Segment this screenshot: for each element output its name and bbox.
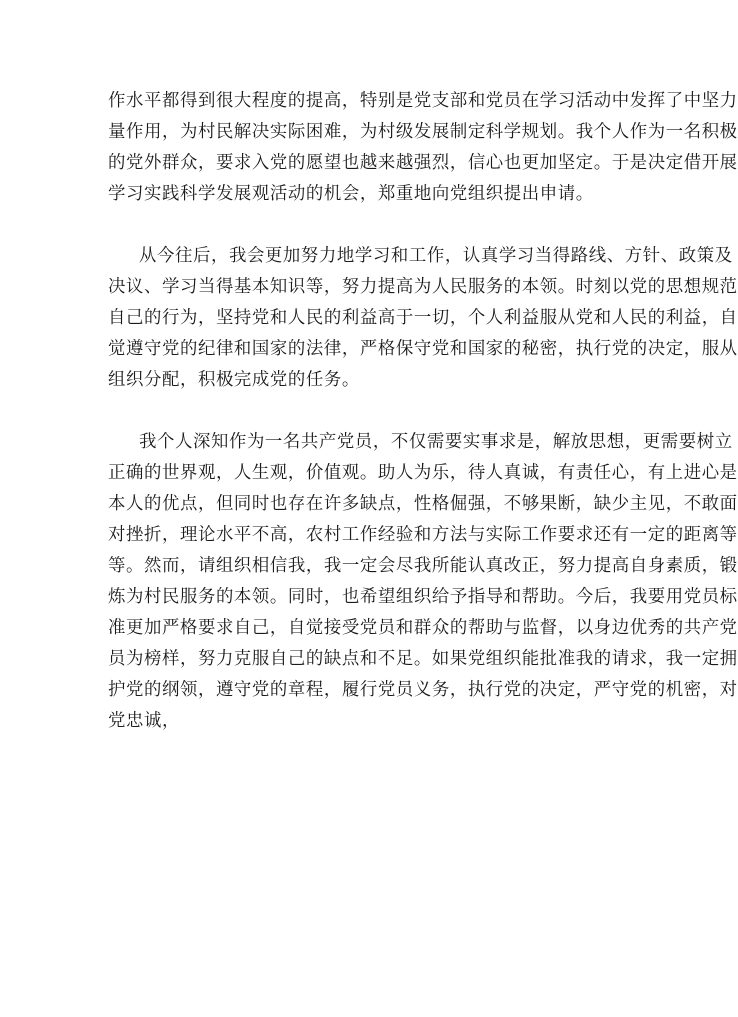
- paragraph-spacer: [108, 210, 616, 241]
- paragraph-line: 正确的世界观，人生观，价值观。助人为乐，待人真诚，有责任心，有上进心是: [108, 463, 738, 483]
- document-body: [108, 86, 738, 737]
- paragraph-line: 对挫折，理论水平不高，农村工作经验和方法与实际工作要求还有一定的距离等: [108, 525, 738, 545]
- paragraph-line: 自己的行为，坚持党和人民的利益高于一切，个人利益服从党和人民的利益，自: [108, 308, 738, 328]
- paragraph-line: 我个人深知作为一名共产党员，不仅需要实事求是，解放思想，更需要树立: [139, 432, 733, 452]
- paragraph-line: 量作用，为村民解决实际困难，为村级发展制定科学规划。我个人作为一名积极: [108, 122, 738, 142]
- paragraph-line: 的党外群众，要求入党的愿望也越来越强烈，信心也更加坚定。于是决定借开展: [108, 153, 738, 173]
- paragraph-line: 决议、学习当得基本知识等，努力提高为人民服务的本领。时刻以党的思想规范: [108, 277, 738, 297]
- paragraph-3: [108, 427, 738, 737]
- paragraph-line: 学习实践科学发展观活动的机会，郑重地向党组织提出申请。: [108, 184, 594, 204]
- paragraph-1: [108, 86, 738, 210]
- paragraph-line: 炼为村民服务的本领。同时，也希望组织给予指导和帮助。今后，我要用党员标: [108, 587, 738, 607]
- paragraph-line: 等。然而，请组织相信我，我一定会尽我所能认真改正，努力提高自身素质，锻: [108, 556, 738, 576]
- paragraph-line: 本人的优点，但同时也存在许多缺点，性格倔强，不够果断，缺少主见，不敢面: [108, 494, 738, 514]
- paragraph-2: [108, 241, 738, 396]
- paragraph-line: 组织分配，积极完成党的任务。: [108, 370, 360, 390]
- paragraph-line: 从今往后，我会更加努力地学习和工作，认真学习当得路线、方针、政策及: [139, 246, 733, 266]
- paragraph-spacer: [108, 396, 616, 427]
- paragraph-line: 党忠诚，: [108, 711, 180, 731]
- paragraph-line: 觉遵守党的纪律和国家的法律，严格保守党和国家的秘密，执行党的决定，服从: [108, 339, 738, 359]
- paragraph-line: 护党的纲领，遵守党的章程，履行党员义务，执行党的决定，严守党的机密，对: [108, 680, 738, 700]
- paragraph-line: 作水平都得到很大程度的提高，特别是党支部和党员在学习活动中发挥了中坚力: [108, 91, 738, 111]
- paragraph-line: 准更加严格要求自己，自觉接受党员和群众的帮助与监督，以身边优秀的共产党: [108, 618, 738, 638]
- paragraph-line: 员为榜样，努力克服自己的缺点和不足。如果党组织能批准我的请求，我一定拥: [108, 649, 738, 669]
